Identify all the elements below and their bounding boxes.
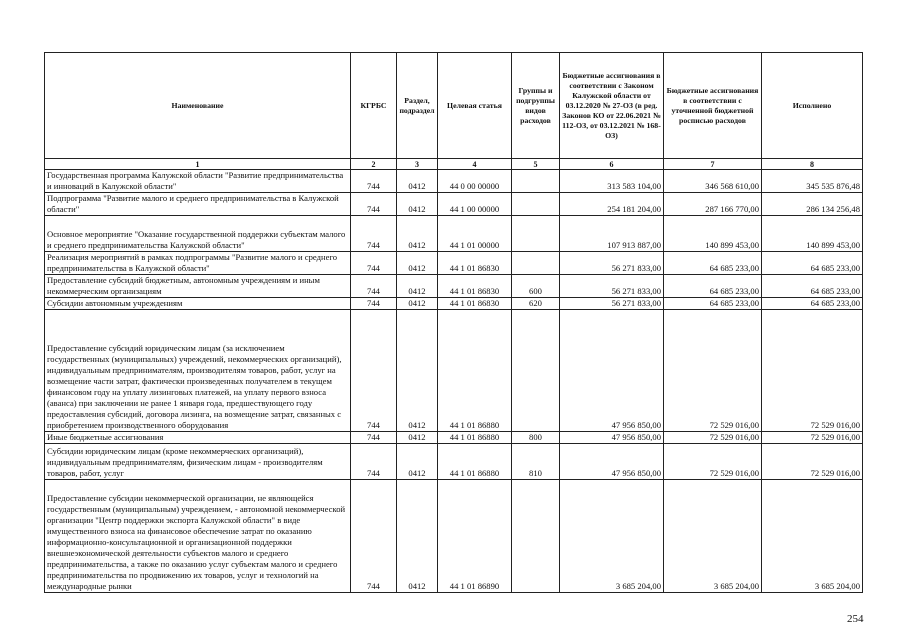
column-number: 2 bbox=[351, 159, 397, 170]
row-name: Субсидии юридическим лицам (кроме некоммерческих организаций), индивидуальным предпринимателям, физическим лицам - производителям товаров, работ, услуг bbox=[45, 444, 351, 480]
row-section: 0412 bbox=[397, 252, 438, 275]
table-row bbox=[45, 193, 863, 216]
row-kgrbs: 744 bbox=[351, 480, 397, 593]
table-row bbox=[45, 252, 863, 275]
header-list: Бюджетные ассигнования в соответствии с уточненной бюджетной росписью расходов bbox=[664, 53, 762, 159]
row-group: 810 bbox=[512, 444, 560, 480]
row-done-amount: 72 529 016,00 bbox=[762, 444, 863, 480]
table-row bbox=[45, 432, 863, 444]
row-target: 44 1 01 86830 bbox=[438, 252, 512, 275]
table-row bbox=[45, 310, 863, 432]
row-group bbox=[512, 310, 560, 432]
row-section: 0412 bbox=[397, 170, 438, 193]
row-kgrbs: 744 bbox=[351, 252, 397, 275]
row-section: 0412 bbox=[397, 298, 438, 310]
row-kgrbs: 744 bbox=[351, 310, 397, 432]
row-done-amount: 64 685 233,00 bbox=[762, 298, 863, 310]
row-target: 44 1 01 86890 bbox=[438, 480, 512, 593]
row-list-amount: 72 529 016,00 bbox=[664, 432, 762, 444]
row-list-amount: 346 568 610,00 bbox=[664, 170, 762, 193]
row-section: 0412 bbox=[397, 216, 438, 252]
row-law-amount: 3 685 204,00 bbox=[560, 480, 664, 593]
column-number: 7 bbox=[664, 159, 762, 170]
row-kgrbs: 744 bbox=[351, 193, 397, 216]
header-section: Раздел, подраздел bbox=[397, 53, 438, 159]
column-number: 4 bbox=[438, 159, 512, 170]
row-name: Государственная программа Калужской области "Развитие предпринимательства и инноваций в Калужской области" bbox=[45, 170, 351, 193]
row-group: 600 bbox=[512, 275, 560, 298]
table-row bbox=[45, 216, 863, 252]
header-kgrbs: КГРБС bbox=[351, 53, 397, 159]
row-name: Подпрограмма "Развитие малого и среднего предпринимательства в Калужской области" bbox=[45, 193, 351, 216]
row-done-amount: 286 134 256,48 bbox=[762, 193, 863, 216]
row-name: Субсидии автономным учреждениям bbox=[45, 298, 351, 310]
table-row bbox=[45, 275, 863, 298]
row-kgrbs: 744 bbox=[351, 298, 397, 310]
column-number: 5 bbox=[512, 159, 560, 170]
row-law-amount: 313 583 104,00 bbox=[560, 170, 664, 193]
row-section: 0412 bbox=[397, 310, 438, 432]
column-number: 1 bbox=[45, 159, 351, 170]
row-law-amount: 56 271 833,00 bbox=[560, 252, 664, 275]
row-kgrbs: 744 bbox=[351, 444, 397, 480]
row-list-amount: 140 899 453,00 bbox=[664, 216, 762, 252]
row-group bbox=[512, 216, 560, 252]
row-law-amount: 107 913 887,00 bbox=[560, 216, 664, 252]
page-number: 254 bbox=[847, 613, 864, 625]
row-group bbox=[512, 480, 560, 593]
column-number-row bbox=[45, 159, 863, 170]
row-group bbox=[512, 252, 560, 275]
row-list-amount: 64 685 233,00 bbox=[664, 275, 762, 298]
row-section: 0412 bbox=[397, 444, 438, 480]
column-number: 6 bbox=[560, 159, 664, 170]
header-row bbox=[45, 53, 863, 159]
row-done-amount: 140 899 453,00 bbox=[762, 216, 863, 252]
row-kgrbs: 744 bbox=[351, 216, 397, 252]
header-target: Целевая статья bbox=[438, 53, 512, 159]
row-target: 44 1 01 86880 bbox=[438, 432, 512, 444]
table-row bbox=[45, 480, 863, 593]
header-groups: Группы и подгруппы видов расходов bbox=[512, 53, 560, 159]
row-law-amount: 47 956 850,00 bbox=[560, 432, 664, 444]
row-target: 44 0 00 00000 bbox=[438, 170, 512, 193]
row-law-amount: 56 271 833,00 bbox=[560, 275, 664, 298]
column-number: 8 bbox=[762, 159, 863, 170]
row-target: 44 1 01 86830 bbox=[438, 298, 512, 310]
row-done-amount: 3 685 204,00 bbox=[762, 480, 863, 593]
header-done: Исполнено bbox=[762, 53, 863, 159]
row-group: 800 bbox=[512, 432, 560, 444]
row-done-amount: 64 685 233,00 bbox=[762, 252, 863, 275]
table-row bbox=[45, 298, 863, 310]
row-name: Реализация мероприятий в рамках подпрограммы "Развитие малого и среднего предпринимательства в Калужской области" bbox=[45, 252, 351, 275]
row-list-amount: 287 166 770,00 bbox=[664, 193, 762, 216]
row-group bbox=[512, 170, 560, 193]
row-done-amount: 72 529 016,00 bbox=[762, 432, 863, 444]
row-name: Предоставление субсидий бюджетным, автономным учреждениям и иным некоммерческим организациям bbox=[45, 275, 351, 298]
row-group: 620 bbox=[512, 298, 560, 310]
row-kgrbs: 744 bbox=[351, 170, 397, 193]
row-list-amount: 72 529 016,00 bbox=[664, 444, 762, 480]
row-section: 0412 bbox=[397, 275, 438, 298]
row-target: 44 1 01 86880 bbox=[438, 444, 512, 480]
column-number: 3 bbox=[397, 159, 438, 170]
row-target: 44 1 01 86880 bbox=[438, 310, 512, 432]
row-target: 44 1 01 00000 bbox=[438, 216, 512, 252]
header-name: Наименование bbox=[45, 53, 351, 159]
row-law-amount: 47 956 850,00 bbox=[560, 444, 664, 480]
row-section: 0412 bbox=[397, 480, 438, 593]
row-done-amount: 345 535 876,48 bbox=[762, 170, 863, 193]
row-kgrbs: 744 bbox=[351, 432, 397, 444]
row-list-amount: 64 685 233,00 bbox=[664, 298, 762, 310]
row-kgrbs: 744 bbox=[351, 275, 397, 298]
header-law: Бюджетные ассигнования в соответствии с Законом Калужской области от 03.12.2020 № 27-ОЗ (в ред. Законов КО от 22.06.2021 № 112-ОЗ, от 03.12.2021 № 168-ОЗ) bbox=[560, 53, 664, 159]
row-list-amount: 64 685 233,00 bbox=[664, 252, 762, 275]
row-law-amount: 56 271 833,00 bbox=[560, 298, 664, 310]
row-done-amount: 72 529 016,00 bbox=[762, 310, 863, 432]
table-row bbox=[45, 444, 863, 480]
row-group bbox=[512, 193, 560, 216]
row-law-amount: 47 956 850,00 bbox=[560, 310, 664, 432]
row-name: Иные бюджетные ассигнования bbox=[45, 432, 351, 444]
row-target: 44 1 01 86830 bbox=[438, 275, 512, 298]
row-list-amount: 72 529 016,00 bbox=[664, 310, 762, 432]
row-name: Предоставление субсидий юридическим лицам (за исключением государственных (муниципальных) учреждений, некоммерческих организаций), индивидуальным предпринимателям, производителям товаров, работ, услуг на возмещение части затрат, фактически произведенных получателем в текущем финансовом году на уплату лизинговых платежей, на уплату первого взноса (аванса) при заключении не ранее 1 января года, предшествующего году предоставления субсидий, договора лизинга, на возмещение затрат, связанных с приобретением производственного оборудования bbox=[45, 310, 351, 432]
row-target: 44 1 00 00000 bbox=[438, 193, 512, 216]
table-row bbox=[45, 170, 863, 193]
row-list-amount: 3 685 204,00 bbox=[664, 480, 762, 593]
budget-table bbox=[44, 52, 863, 593]
row-done-amount: 64 685 233,00 bbox=[762, 275, 863, 298]
row-name: Основное мероприятие "Оказание государственной поддержки субъектам малого и среднего предпринимательства Калужской области" bbox=[45, 216, 351, 252]
row-section: 0412 bbox=[397, 193, 438, 216]
row-law-amount: 254 181 204,00 bbox=[560, 193, 664, 216]
row-section: 0412 bbox=[397, 432, 438, 444]
row-name: Предоставление субсидии некоммерческой организации, не являющейся государственным (муниципальным) учреждением, - автономной некоммерческой организации "Центр поддержки экспорта Калужской области" в виде имущественного взноса на финансовое обеспечение затрат по оказанию информационно-консультационной и организационной поддержки внешнеэкономической деятельности субъектов малого и среднего предпринимательства, а также по оказанию услуг субъектам малого и среднего предпринимательства по продвижению их товаров, услуг и технологий на международные рынки bbox=[45, 480, 351, 593]
